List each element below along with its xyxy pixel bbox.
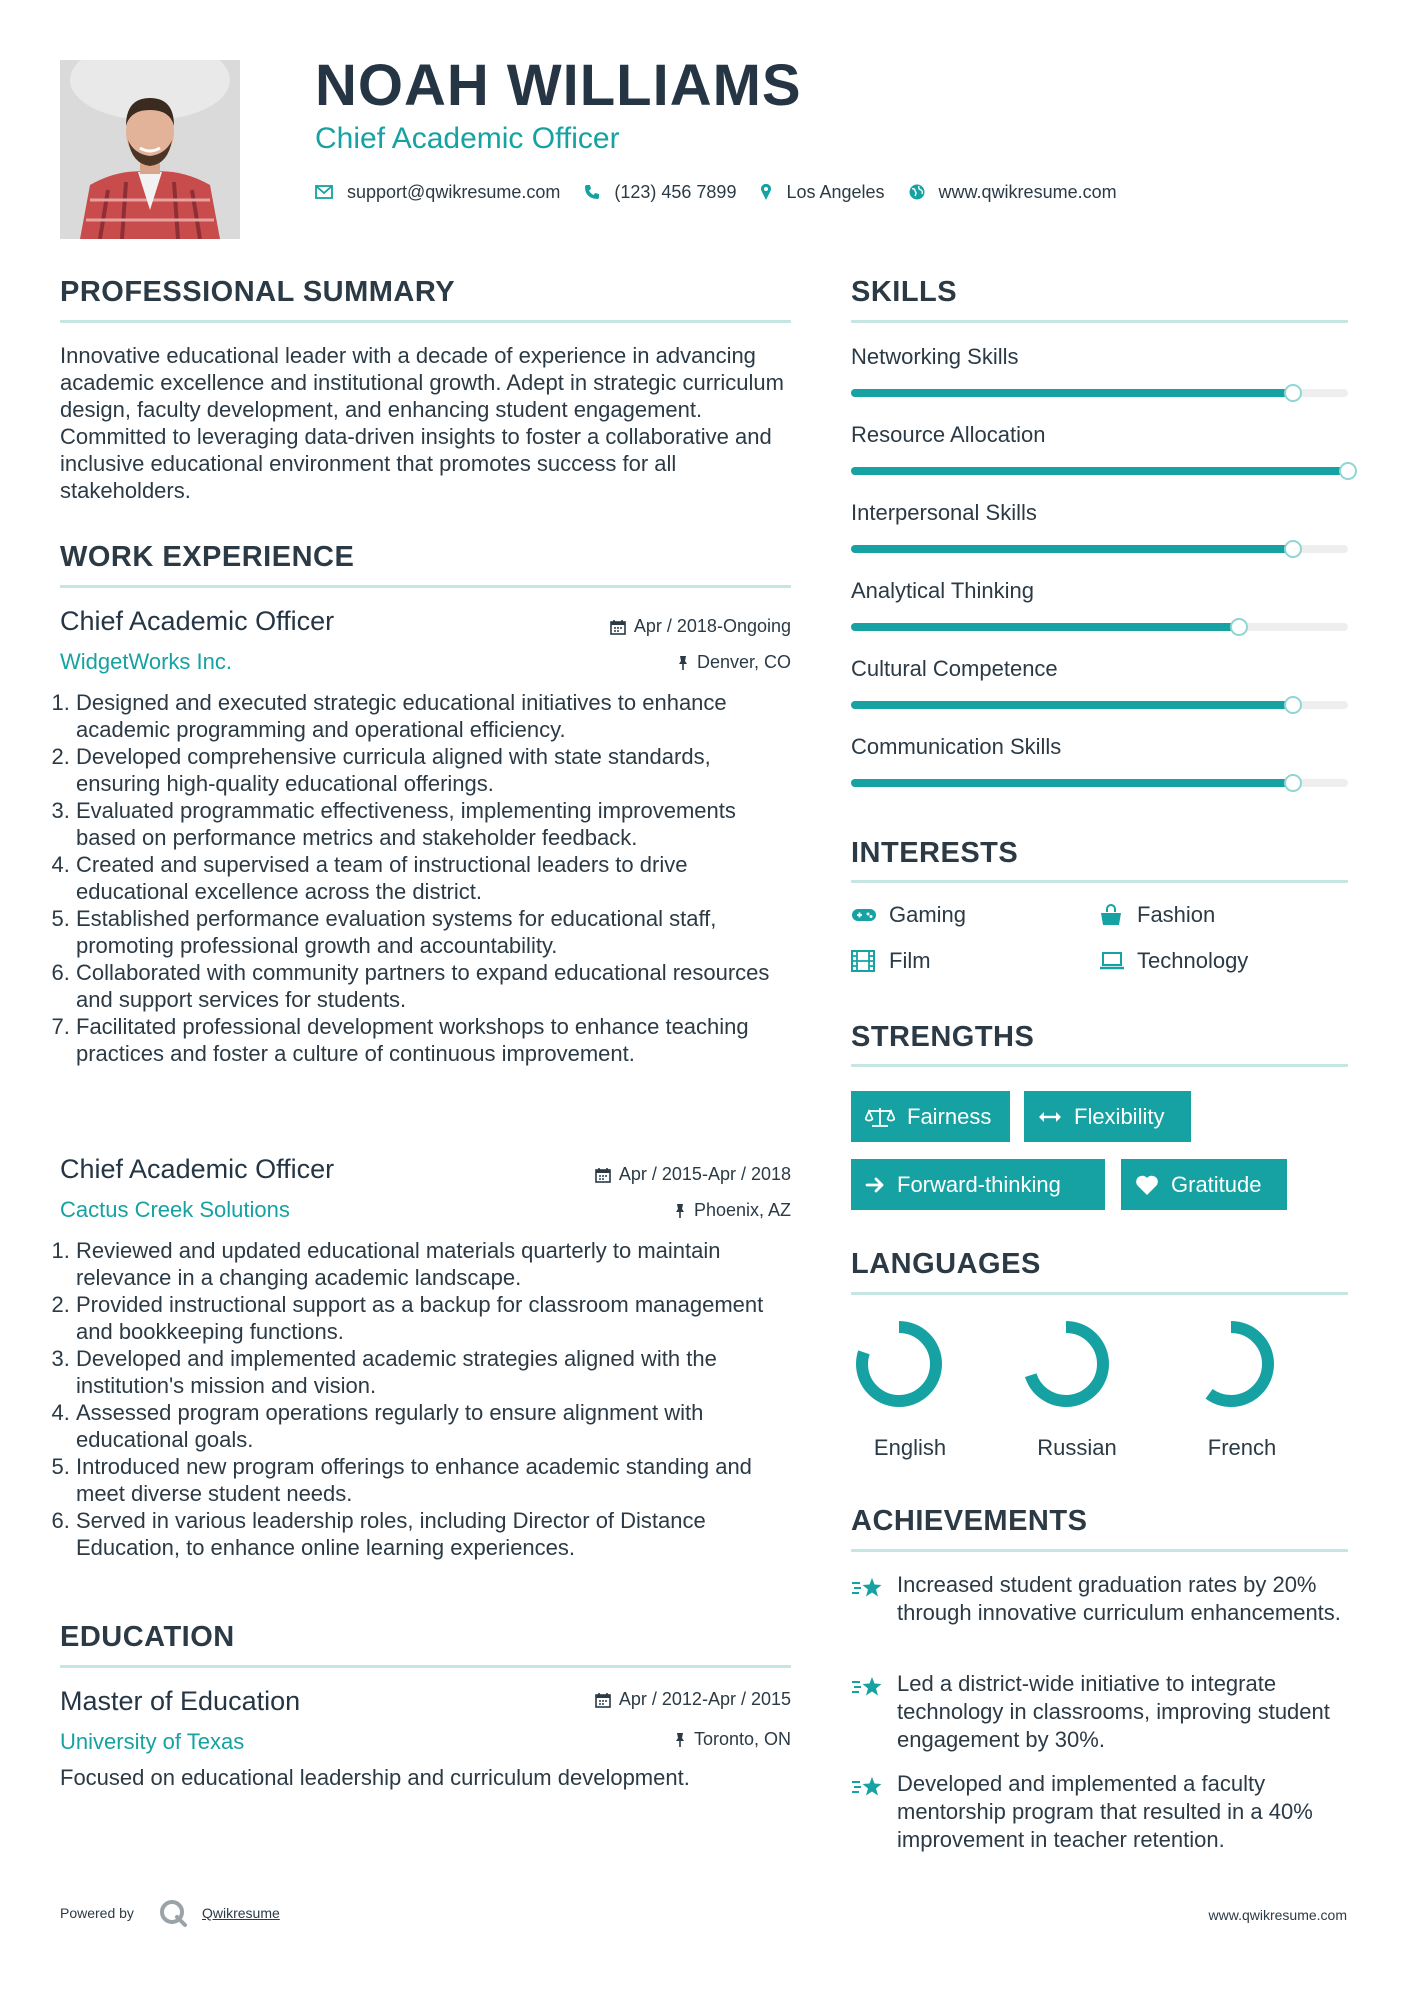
languages-divider: [851, 1292, 1348, 1295]
skill-bar: [851, 467, 1348, 475]
summary-divider: [60, 320, 791, 323]
job-role: Chief Academic Officer: [60, 606, 335, 636]
skill-bar: [851, 545, 1348, 553]
interest-gaming: [851, 902, 966, 928]
candidate-title: Chief Academic Officer: [315, 122, 620, 155]
heart-icon: [1135, 1174, 1159, 1196]
arrow-right-icon: [865, 1175, 885, 1195]
skill-bar: [851, 701, 1348, 709]
education-degree: Master of Education: [60, 1686, 301, 1716]
list-item: 3. Evaluated programmatic effectiveness, implementing improvements based on performance metrics and stakeholder feedback.: [76, 797, 800, 851]
skill-bar-knob[interactable]: [1230, 618, 1248, 636]
calendar-icon: [595, 1167, 611, 1183]
contact-website[interactable]: www.qwikresume.com: [938, 181, 1117, 202]
languages-heading: LANGUAGES: [851, 1248, 1041, 1280]
interest-label: Gaming: [889, 902, 967, 927]
shooting-star-icon: [851, 1670, 885, 1705]
interest-label: Fashion: [1137, 902, 1216, 927]
contact-phone: (123) 456 7899: [614, 181, 737, 202]
footer-brand-link[interactable]: Qwikresume: [202, 1905, 280, 1921]
list-item: 3. Developed and implemented academic strategies aligned with the institution's mission and vision.: [76, 1345, 800, 1399]
achievement-item: [851, 1670, 1351, 1754]
powered-by-text: Powered by: [60, 1905, 134, 1921]
skill-bar: [851, 779, 1348, 787]
phone-icon: [584, 184, 600, 200]
list-item: 2. Provided instructional support as a backup for classroom management and bookkeeping functions.: [76, 1291, 800, 1345]
job-location-text: Denver, CO: [696, 652, 791, 672]
qwikresume-logo-icon: [158, 1898, 188, 1933]
job-bullets: [48, 1237, 800, 1561]
strength-chip: [1121, 1159, 1287, 1210]
shopping-bag-icon: [1099, 903, 1125, 927]
achievements-heading: ACHIEVEMENTS: [851, 1505, 1088, 1537]
list-item: 6. Collaborated with community partners to expand educational resources and support services for students.: [76, 959, 800, 1013]
education-dates-text: Apr / 2012-Apr / 2015: [618, 1689, 791, 1709]
list-item: 4. Assessed program operations regularly to ensure alignment with educational goals.: [76, 1399, 800, 1453]
education-heading: EDUCATION: [60, 1621, 235, 1653]
language-label: Russian: [1037, 1435, 1117, 1460]
interests-divider: [851, 880, 1348, 883]
globe-icon: [909, 184, 925, 200]
skill-bar-fill: [851, 701, 1293, 709]
achievements-divider: [851, 1549, 1348, 1552]
balance-scale-icon: [865, 1106, 895, 1128]
skill-bar-fill: [851, 623, 1239, 631]
pin-icon: [674, 1203, 686, 1219]
strength-chip: [1024, 1091, 1191, 1142]
strength-chip: [851, 1159, 1105, 1210]
skill-bar: [851, 623, 1348, 631]
experience-divider: [60, 585, 791, 588]
language-label: French: [1207, 1435, 1277, 1460]
education-text: Focused on educational leadership and curriculum development.: [60, 1765, 690, 1790]
interests-heading: INTERESTS: [851, 837, 1019, 869]
job-bullets: [48, 689, 800, 1067]
job-dates-text: Apr / 2015-Apr / 2018: [618, 1164, 791, 1184]
summary-text: Innovative educational leader with a decade of experience in advancing academic excellence and institutional growth. Adept in strategic curriculum design, faculty development, and enhancing student engagement. Committed to leveraging data-driven insights to foster a collaborative and inclusive educational environment that promotes success for all stakeholders.: [60, 343, 784, 503]
candidate-name: NOAH WILLIAMS: [315, 53, 802, 118]
job-company: Cactus Creek Solutions: [60, 1197, 290, 1222]
job-location: [677, 652, 791, 673]
skill-bar: [851, 389, 1348, 397]
achievement-text: Led a district-wide initiative to integrate technology in classrooms, improving student engagement by 30%.: [897, 1671, 1330, 1752]
strengths-divider: [851, 1064, 1348, 1067]
job-dates: [610, 616, 791, 637]
job-location-text: Phoenix, AZ: [693, 1200, 791, 1220]
interest-technology: [1099, 948, 1248, 974]
list-item: 5. Introduced new program offerings to enhance academic standing and meet diverse student needs.: [76, 1453, 800, 1507]
education-dates: [595, 1689, 791, 1710]
list-item: 6. Served in various leadership roles, including Director of Distance Education, to enhance online learning experiences.: [76, 1507, 800, 1561]
skill-bar-knob[interactable]: [1284, 384, 1302, 402]
arrows-horizontal-icon: [1038, 1110, 1062, 1124]
skill-bar-fill: [851, 467, 1348, 475]
skill-bar-knob[interactable]: [1339, 462, 1357, 480]
gamepad-icon: [851, 903, 877, 927]
skill-bar-fill: [851, 779, 1293, 787]
strength-label: Flexibility: [1074, 1103, 1165, 1129]
contact-bar: [315, 180, 1141, 204]
strengths-heading: STRENGTHS: [851, 1021, 1035, 1053]
shooting-star-icon: [851, 1770, 885, 1805]
job-role: Chief Academic Officer: [60, 1154, 335, 1184]
experience-heading: WORK EXPERIENCE: [60, 541, 355, 573]
profile-photo: [60, 60, 240, 239]
skill-bar-knob[interactable]: [1284, 774, 1302, 792]
strength-label: Fairness: [907, 1103, 992, 1129]
list-item: 1. Reviewed and updated educational materials quarterly to maintain relevance in a changing academic landscape.: [76, 1237, 800, 1291]
strength-label: Forward-thinking: [897, 1171, 1061, 1197]
shooting-star-icon: [851, 1571, 885, 1606]
job-company: WidgetWorks Inc.: [60, 649, 232, 674]
education-location: [674, 1729, 791, 1750]
interest-label: Technology: [1137, 948, 1249, 973]
contact-email[interactable]: support@qwikresume.com: [347, 181, 561, 202]
education-school: University of Texas: [60, 1729, 245, 1754]
education-location-text: Toronto, ON: [693, 1729, 791, 1749]
skill-bar-knob[interactable]: [1284, 696, 1302, 714]
skill-label: Interpersonal Skills: [851, 500, 1037, 525]
list-item: 5. Established performance evaluation systems for educational staff, promoting professional growth and accountability.: [76, 905, 800, 959]
list-item: 2. Developed comprehensive curricula aligned with state standards, ensuring high-quality educational offerings.: [76, 743, 800, 797]
skills-heading: SKILLS: [851, 276, 958, 308]
job-dates: [595, 1164, 791, 1185]
job-dates-text: Apr / 2018-Ongoing: [633, 616, 791, 636]
pin-icon: [677, 655, 689, 671]
film-icon: [851, 949, 877, 973]
list-item: 1. Designed and executed strategic educational initiatives to enhance academic programming and operational efficiency.: [76, 689, 800, 743]
calendar-icon: [595, 1692, 611, 1708]
interest-fashion: [1099, 902, 1215, 928]
job-location: [674, 1200, 791, 1221]
interest-film: [851, 948, 931, 974]
achievement-text: Developed and implemented a faculty mentorship program that resulted in a 40% improvement in teacher retention.: [897, 1771, 1313, 1852]
skill-bar-fill: [851, 389, 1293, 397]
person-portrait-icon: [60, 60, 240, 239]
skill-label: Communication Skills: [851, 734, 1062, 759]
summary-heading: PROFESSIONAL SUMMARY: [60, 276, 456, 308]
list-item: 4. Created and supervised a team of instructional leaders to drive educational excellence across the district.: [76, 851, 800, 905]
skill-label: Analytical Thinking: [851, 578, 1035, 603]
laptop-icon: [1099, 949, 1125, 973]
achievement-item: [851, 1770, 1351, 1854]
envelope-icon: [315, 185, 333, 199]
calendar-icon: [610, 619, 626, 635]
map-marker-icon: [760, 183, 772, 201]
list-item: 7. Facilitated professional development workshops to enhance teaching practices and foster a culture of continuous improvement.: [76, 1013, 800, 1067]
skill-bar-fill: [851, 545, 1293, 553]
skill-label: Cultural Competence: [851, 656, 1058, 681]
pin-icon: [674, 1732, 686, 1748]
footer-website[interactable]: www.qwikresume.com: [1208, 1907, 1347, 1923]
skill-label: Resource Allocation: [851, 422, 1046, 447]
strength-chip: [851, 1091, 1010, 1142]
contact-location: Los Angeles: [786, 181, 885, 202]
interest-label: Film: [889, 948, 931, 973]
achievement-item: [851, 1571, 1351, 1627]
language-label: English: [873, 1435, 947, 1460]
strength-label: Gratitude: [1171, 1171, 1262, 1197]
skill-label: Networking Skills: [851, 344, 1019, 369]
languages-rings: [851, 1312, 1351, 1416]
skills-divider: [851, 320, 1348, 323]
education-divider: [60, 1665, 791, 1668]
skill-bar-knob[interactable]: [1284, 540, 1302, 558]
achievement-text: Increased student graduation rates by 20% through innovative curriculum enhancements.: [897, 1572, 1341, 1625]
